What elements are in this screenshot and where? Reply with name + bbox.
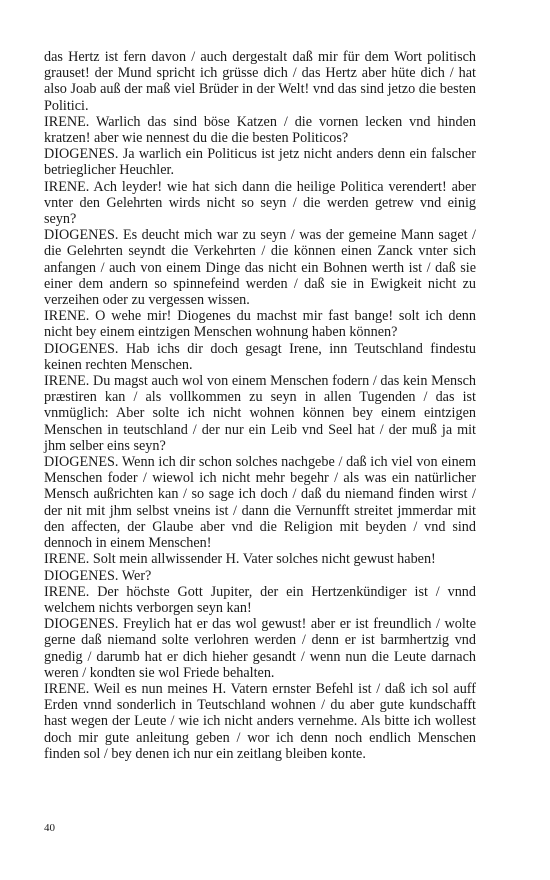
paragraph-irene: IRENE. O wehe mir! Diogenes du machst mir fast bange! solt ich denn nicht bey einem eintzigen Menschen wohnung haben können? [44, 308, 476, 341]
paragraph-diogenes: DIOGENES. Hab ichs dir doch gesagt Irene, inn Teutschland findestu keinen rechten Menschen. [44, 340, 476, 373]
paragraph-diogenes: DIOGENES. Ja warlich ein Politicus ist jetz nicht anders denn ein falscher betrieglicher Heuchler. [44, 146, 476, 179]
paragraph-opening: das Hertz ist fern davon / auch dergestalt daß mir für dem Wort politisch grauset! der Mund spricht ich grüsse dich / das Hertz aber hüte dich / hat also Joab auß der maß viel Brüder in der Welt! vnd das sind jetzo die besten Politici. [44, 49, 476, 114]
paragraph-irene: IRENE. Weil es nun meines H. Vatern ernster Befehl ist / daß ich sol auff Erden vnnd sonderlich in Teutschland wohnen / du aber gute kundschafft hast wegen der Leute / wie ich nicht anders vernehme. Als bitte ich wollest doch mir gute anleitung geben / wor ich denn noch endlich Menschen finden sol / bey denen ich nur ein zeitlang bleiben konte. [44, 680, 476, 762]
paragraph-diogenes: DIOGENES. Es deucht mich war zu seyn / was der gemeine Mann saget / die Gelehrten seyndt die Verkehrten / die können einen Zanck vnter sich anfangen / auch von einem Dinge das nicht ein Bohnen werth ist / daß sie einer dem andern so spinnefeind werden / daß sie in Ewigkeit nicht zu verzeihen oder zu vergessen wissen. [44, 227, 476, 309]
paragraph-irene: IRENE. Solt mein allwissender H. Vater solches nicht gewust haben! [44, 551, 436, 568]
paragraph-irene: IRENE. Du magst auch wol von einem Menschen fodern / das kein Mensch præstiren kan / als vollkommen zu seyn in allen Tugenden / das ist vnmüglich: Aber solte ich nicht wohnen können bey einem eintzigen Menschen in teutschland / der nur ein Leib vnd Seel hat / der muß ja mit jhm selber eins seyn? [44, 373, 476, 454]
paragraph-irene: IRENE. Warlich das sind böse Katzen / die vornen lecken vnd hinden kratzen! aber wie nennest du die die besten Politicos? [44, 113, 476, 147]
paragraph-diogenes: DIOGENES. Freylich hat er das wol gewust! aber er ist freundlich / wolte gerne daß niemand solte verlohren werden / denn er ist barmhertzig vnd gnedig / darumb hat er dich hieher gesandt / wenn nun die Leute darnach weren / kondten sie wol Friede behalten. [44, 616, 476, 681]
paragraph-diogenes: DIOGENES. Wenn ich dir schon solches nachgebe / daß ich viel von einem Menschen foder / wiewol ich nicht mehr begehr / als was ein natürlicher Mensch außrichten kan / so sage ich doch / daß du niemand finden wirst / der nit mit jhm selbst vneins ist / dann die Vernunfft streitet jmmerdar mit den affecten, der Glaube aber vnd die Religion mit beyden / vnd sind dennoch in einem Menschen! [44, 454, 476, 552]
paragraph-diogenes: DIOGENES. Wer? [44, 567, 152, 584]
paragraph-irene: IRENE. Der höchste Gott Jupiter, der ein Hertzenkündiger ist / vnnd welchem nichts verborgen seyn kan! [44, 583, 476, 616]
body-text [44, 49, 476, 762]
paragraph-irene: IRENE. Ach leyder! wie hat sich dann die heilige Politica verendert! aber vnter den Gelehrten wirds nicht so seyn / die werden getrew vnd einig seyn? [44, 178, 476, 228]
page-number: 40 [44, 822, 55, 834]
